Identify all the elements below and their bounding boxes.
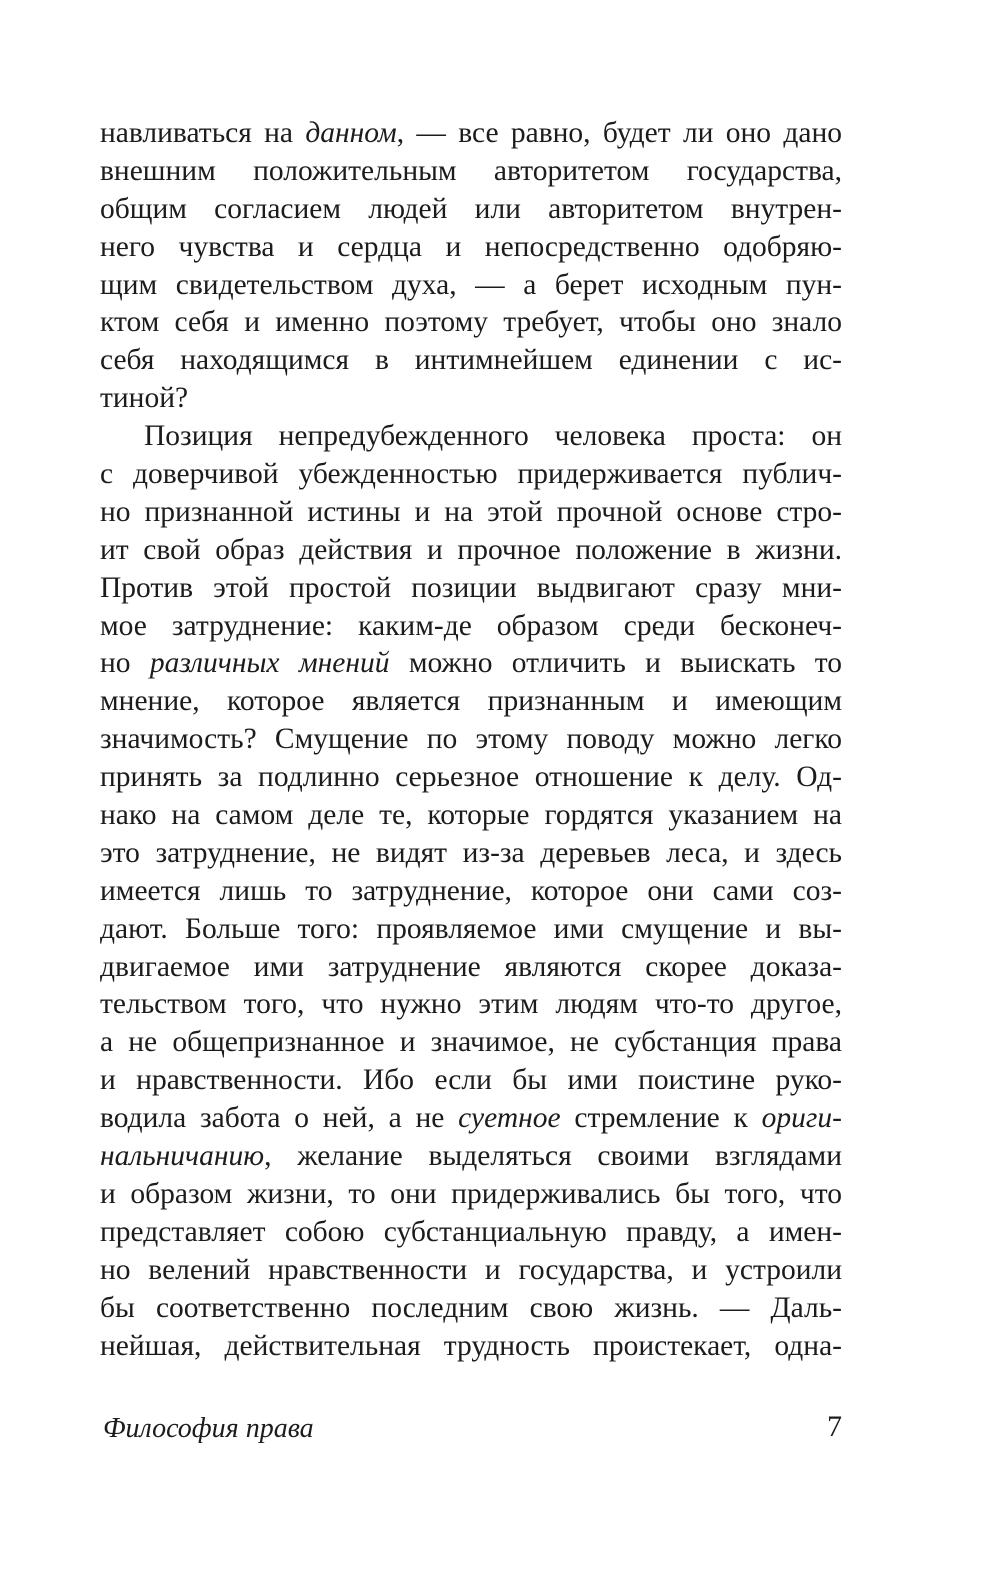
text-line [100, 304, 842, 342]
text-run: него чувства и сердца и непосредственно одобряю- [100, 230, 842, 263]
text-line [100, 873, 842, 911]
text-run: принять за подлинно серьезное отношение к делу. Од- [100, 761, 842, 794]
text-run: но признанной истины и на этой прочной основе стро- [100, 495, 842, 528]
text-line [100, 797, 842, 835]
text-line [100, 949, 842, 987]
text-line [100, 380, 842, 418]
text-line [100, 1062, 842, 1100]
text-line [100, 418, 842, 456]
text-run: это затруднение, не видят из-за деревьев леса, и здесь [100, 836, 842, 869]
text-run: с доверчивой убежденностью придерживается публич- [100, 458, 842, 491]
page-number: 7 [827, 1410, 842, 1443]
text-line [100, 1252, 842, 1290]
text-line [100, 1328, 842, 1366]
text-run: но [100, 647, 150, 680]
text-run: ит свой образ действия и прочное положение в жизни. [100, 533, 842, 566]
text-line [100, 1024, 842, 1062]
text-run: тельством того, что нужно этим людям что-то другое, [100, 988, 842, 1021]
text-run: Против этой простой позиции выдвигают сразу мни- [100, 571, 842, 604]
text-line [100, 683, 842, 721]
text-line [100, 191, 842, 229]
text-run: можно отличить и выискать то [389, 647, 842, 680]
text-run: значимость? Смущение по этому поводу можно легко [100, 723, 842, 756]
text-line [100, 153, 842, 191]
text-line [100, 645, 842, 683]
text-run: внешним положительным авторитетом государства, [100, 154, 842, 187]
text-run: а не общепризнанное и значимое, не субстанция права [100, 1026, 842, 1059]
text-line [100, 759, 842, 797]
running-footer-title: Философия права [103, 1413, 314, 1444]
text-line [100, 267, 842, 305]
text-run: дают. Больше того: проявляемое ими смущение и вы- [100, 912, 842, 945]
text-run: мое затруднение: каким-де образом среди бесконеч- [100, 609, 842, 642]
italic-text: различных мнений [149, 647, 390, 680]
text-run: , — все равно, будет ли оно дано [396, 117, 843, 149]
text-line [100, 1214, 842, 1252]
text-run: ктом себя и именно поэтому требует, чтобы оно знало [100, 306, 842, 339]
italic-text: данном [305, 117, 397, 149]
text-line [100, 986, 842, 1024]
text-line [100, 229, 842, 267]
text-run: но велений нравственности и государства, и устроили [100, 1253, 842, 1286]
text-line [100, 456, 842, 494]
text-run: бы соответственно последним свою жизнь. — Даль- [100, 1291, 842, 1324]
text-run: стремление к [560, 1102, 762, 1135]
text-line [100, 494, 842, 532]
text-run: мнение, которое является признанным и имеющим [100, 685, 842, 718]
italic-text: нальничанию [100, 1140, 265, 1173]
text-run: представляет собою субстанциальную правду, а имен- [100, 1215, 842, 1248]
text-line [100, 532, 842, 570]
text-line [100, 115, 842, 153]
text-run: Позиция непредубежденного человека проста: он [144, 420, 842, 453]
text-run: , желание выделяться своими взглядами [264, 1140, 842, 1173]
text-run: двигаемое ими затруднение являются скорее доказа- [100, 950, 842, 983]
text-line [100, 608, 842, 646]
text-run: и образом жизни, то они придерживались бы того, что [100, 1177, 842, 1210]
text-line [100, 1100, 842, 1138]
text-run: нако на самом деле те, которые гордятся указанием на [100, 799, 842, 832]
text-run: навливаться на [100, 117, 306, 149]
text-run: щим свидетельством духа, — а берет исходным пун- [100, 268, 842, 301]
text-run: нейшая, действительная трудность проистекает, одна- [100, 1329, 842, 1362]
body-text [100, 115, 842, 1365]
italic-text: ориги- [761, 1102, 842, 1135]
text-run: общим согласием людей или авторитетом внутрен- [100, 192, 842, 225]
text-line [100, 1176, 842, 1214]
text-run: и нравственности. Ибо если бы ими поистине руко- [100, 1064, 842, 1097]
text-line [100, 835, 842, 873]
text-line [100, 570, 842, 608]
text-line [100, 721, 842, 759]
text-run: себя находящимся в интимнейшем единении с ис- [100, 344, 842, 377]
text-line [100, 1138, 842, 1176]
text-line [100, 342, 842, 380]
text-line [100, 911, 842, 949]
italic-text: суетное [458, 1102, 561, 1135]
text-run: водила забота о ней, а не [100, 1102, 459, 1135]
text-run: имеется лишь то затруднение, которое они сами соз- [100, 874, 842, 907]
text-run: тиной? [100, 382, 189, 415]
text-line [100, 1290, 842, 1328]
